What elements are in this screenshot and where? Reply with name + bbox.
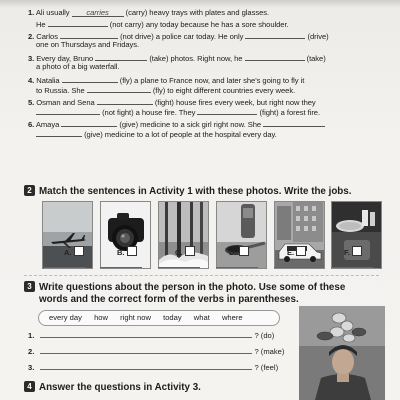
sentence-text: Every day, Bruno (36, 54, 94, 63)
question-answer-line[interactable] (40, 330, 252, 338)
question-line-2 (28, 346, 284, 357)
photo-label-d (229, 246, 249, 257)
exercise1-line-5b (36, 106, 320, 118)
item-number: 1. (28, 331, 35, 340)
page-edge-shadow (0, 0, 400, 8)
item-number: 4. (28, 76, 35, 85)
answer-blank[interactable] (97, 96, 153, 105)
job-answer-line[interactable] (216, 266, 258, 268)
answer-blank[interactable] (95, 52, 147, 61)
answer-checkbox[interactable] (352, 246, 362, 256)
exercise3-heading (24, 281, 345, 294)
exercise-number-badge: 3 (24, 281, 35, 292)
airplane-photo (42, 201, 93, 269)
answer-blank[interactable] (62, 74, 118, 83)
heading-text: Answer the questions in Activity 3. (39, 382, 201, 393)
exercise1-line-1b (36, 18, 289, 30)
sentence-text: (not drive) a police car today. He only (120, 32, 244, 41)
question-answer-line[interactable] (40, 346, 252, 354)
sentence-text: a photo of a big waterfall. (36, 62, 120, 71)
police-car-photo (274, 201, 325, 269)
verb-hint: ? (make) (254, 347, 285, 356)
photo-label-e (287, 246, 306, 257)
answer-blank[interactable] (245, 52, 305, 61)
label-letter: A. (64, 248, 72, 257)
sentence-text: (not fight) a house fire. They (102, 108, 196, 117)
tray-glasses-photo (331, 201, 382, 269)
answer-blank[interactable] (48, 18, 108, 27)
balloon-artist-icon (299, 306, 385, 400)
photo-label-f (344, 246, 362, 257)
exercise3-heading-line2 (39, 294, 299, 306)
sentence-text: (fly) a plane to France now, and later she's going to fly it (119, 76, 305, 85)
word-bank (38, 310, 280, 326)
question-line-1 (28, 330, 274, 341)
job-answer-line[interactable] (44, 266, 86, 268)
sentence-text: (not carry) any today because he has a sore shoulder. (109, 20, 289, 29)
sentence-text: (drive) (307, 32, 329, 41)
verb-hint: ? (do) (254, 331, 275, 340)
word-bank-item: how (94, 313, 108, 322)
answer-checkbox[interactable] (74, 246, 84, 256)
photo-label-b (117, 246, 137, 257)
camera-photo (100, 201, 151, 269)
item-number: 1. (28, 8, 35, 17)
exercise4-heading (24, 381, 201, 394)
exercise1-line-1 (28, 8, 269, 18)
forest-fire-icon (159, 202, 208, 268)
word-bank-item: what (193, 313, 210, 322)
label-letter: F. (344, 248, 350, 257)
question-line-3 (28, 362, 278, 373)
answer-blank[interactable] (36, 106, 100, 115)
sentence-text: Natalia (36, 76, 60, 85)
balloon-artist-photo (299, 306, 385, 400)
answer-checkbox[interactable] (127, 246, 137, 256)
answer-blank[interactable] (197, 106, 257, 115)
sentence-text: (take) photos. Right now, he (149, 54, 243, 63)
forest-fire-photo (158, 201, 209, 269)
word-bank-item: where (221, 313, 243, 322)
exercise-number-badge: 4 (24, 381, 35, 392)
answer-blank[interactable] (36, 128, 82, 137)
item-number: 6. (28, 120, 35, 129)
police-car-icon (275, 202, 324, 268)
sentence-text: Carlos (36, 32, 58, 41)
sentence-text: (give) medicine to a lot of people at the hospital every day. (84, 130, 277, 139)
sentence-text: Ali usually (35, 8, 70, 17)
example-answer: carries (72, 8, 124, 17)
medicine-photo (216, 201, 267, 269)
sentence-text: (take) (306, 54, 326, 63)
job-answer-line[interactable] (158, 266, 200, 268)
answer-checkbox[interactable] (239, 246, 249, 256)
answer-blank[interactable] (60, 30, 118, 39)
word-bank-item: right now (120, 313, 151, 322)
section-divider (24, 275, 379, 276)
sentence-text: Amaya (35, 120, 60, 129)
heading-text: words and the correct form of the verbs in parentheses. (39, 294, 299, 305)
sentence-text: He (36, 20, 46, 29)
word-bank-item: today (163, 313, 182, 322)
medicine-spoon-icon (217, 202, 266, 268)
sentence-text: (fight) a forest fire. (259, 108, 321, 117)
item-number: 5. (28, 98, 35, 107)
sentence-text: (carry) heavy trays with plates and glasses. (125, 8, 270, 17)
heading-text: Write questions about the person in the photo. Use some of these (39, 282, 346, 293)
camera-icon (101, 202, 150, 268)
answer-blank[interactable] (245, 30, 305, 39)
job-answer-line[interactable] (100, 266, 142, 268)
verb-hint: ? (feel) (254, 363, 279, 372)
label-letter: C. (175, 248, 183, 257)
exercise1-line-2b (36, 40, 139, 50)
exercise1-line-4b (36, 84, 295, 96)
question-answer-line[interactable] (40, 362, 252, 370)
exercise1-line-3b (36, 62, 120, 72)
item-number: 2. (28, 347, 35, 356)
answer-blank[interactable] (263, 118, 325, 127)
label-letter: D. (229, 248, 237, 257)
sentence-text: Osman and Sena (36, 98, 95, 107)
sentence-text: (fight) house fires every week, but right now they (154, 98, 316, 107)
exercise2-heading (24, 185, 351, 198)
sentence-text: one on Thursdays and Fridays. (36, 40, 140, 49)
label-letter: E. (287, 248, 295, 257)
item-number: 3. (28, 54, 35, 63)
exercise-number-badge: 2 (24, 185, 35, 196)
word-bank-item: every day (49, 313, 82, 322)
tray-glasses-icon (332, 202, 381, 268)
item-number: 3. (28, 363, 35, 372)
answer-blank[interactable] (87, 84, 151, 93)
answer-blank[interactable] (61, 118, 117, 127)
job-answer-line[interactable] (331, 266, 373, 268)
airplane-icon (43, 202, 92, 268)
photo-label-a (64, 246, 84, 257)
sentence-text: (fly) to eight different countries every week. (152, 86, 296, 95)
photo-label-c (175, 246, 195, 257)
label-letter: B. (117, 248, 125, 257)
answer-checkbox[interactable] (185, 246, 195, 256)
answer-checkbox[interactable] (296, 246, 306, 256)
item-number: 2. (28, 32, 35, 41)
exercise1-line-6b (36, 128, 277, 140)
heading-text: Match the sentences in Activity 1 with these photos. Write the jobs. (39, 186, 352, 197)
sentence-text: (give) medicine to a sick girl right now. She (119, 120, 262, 129)
job-answer-line[interactable] (274, 266, 316, 268)
sentence-text: to Russia. She (36, 86, 85, 95)
